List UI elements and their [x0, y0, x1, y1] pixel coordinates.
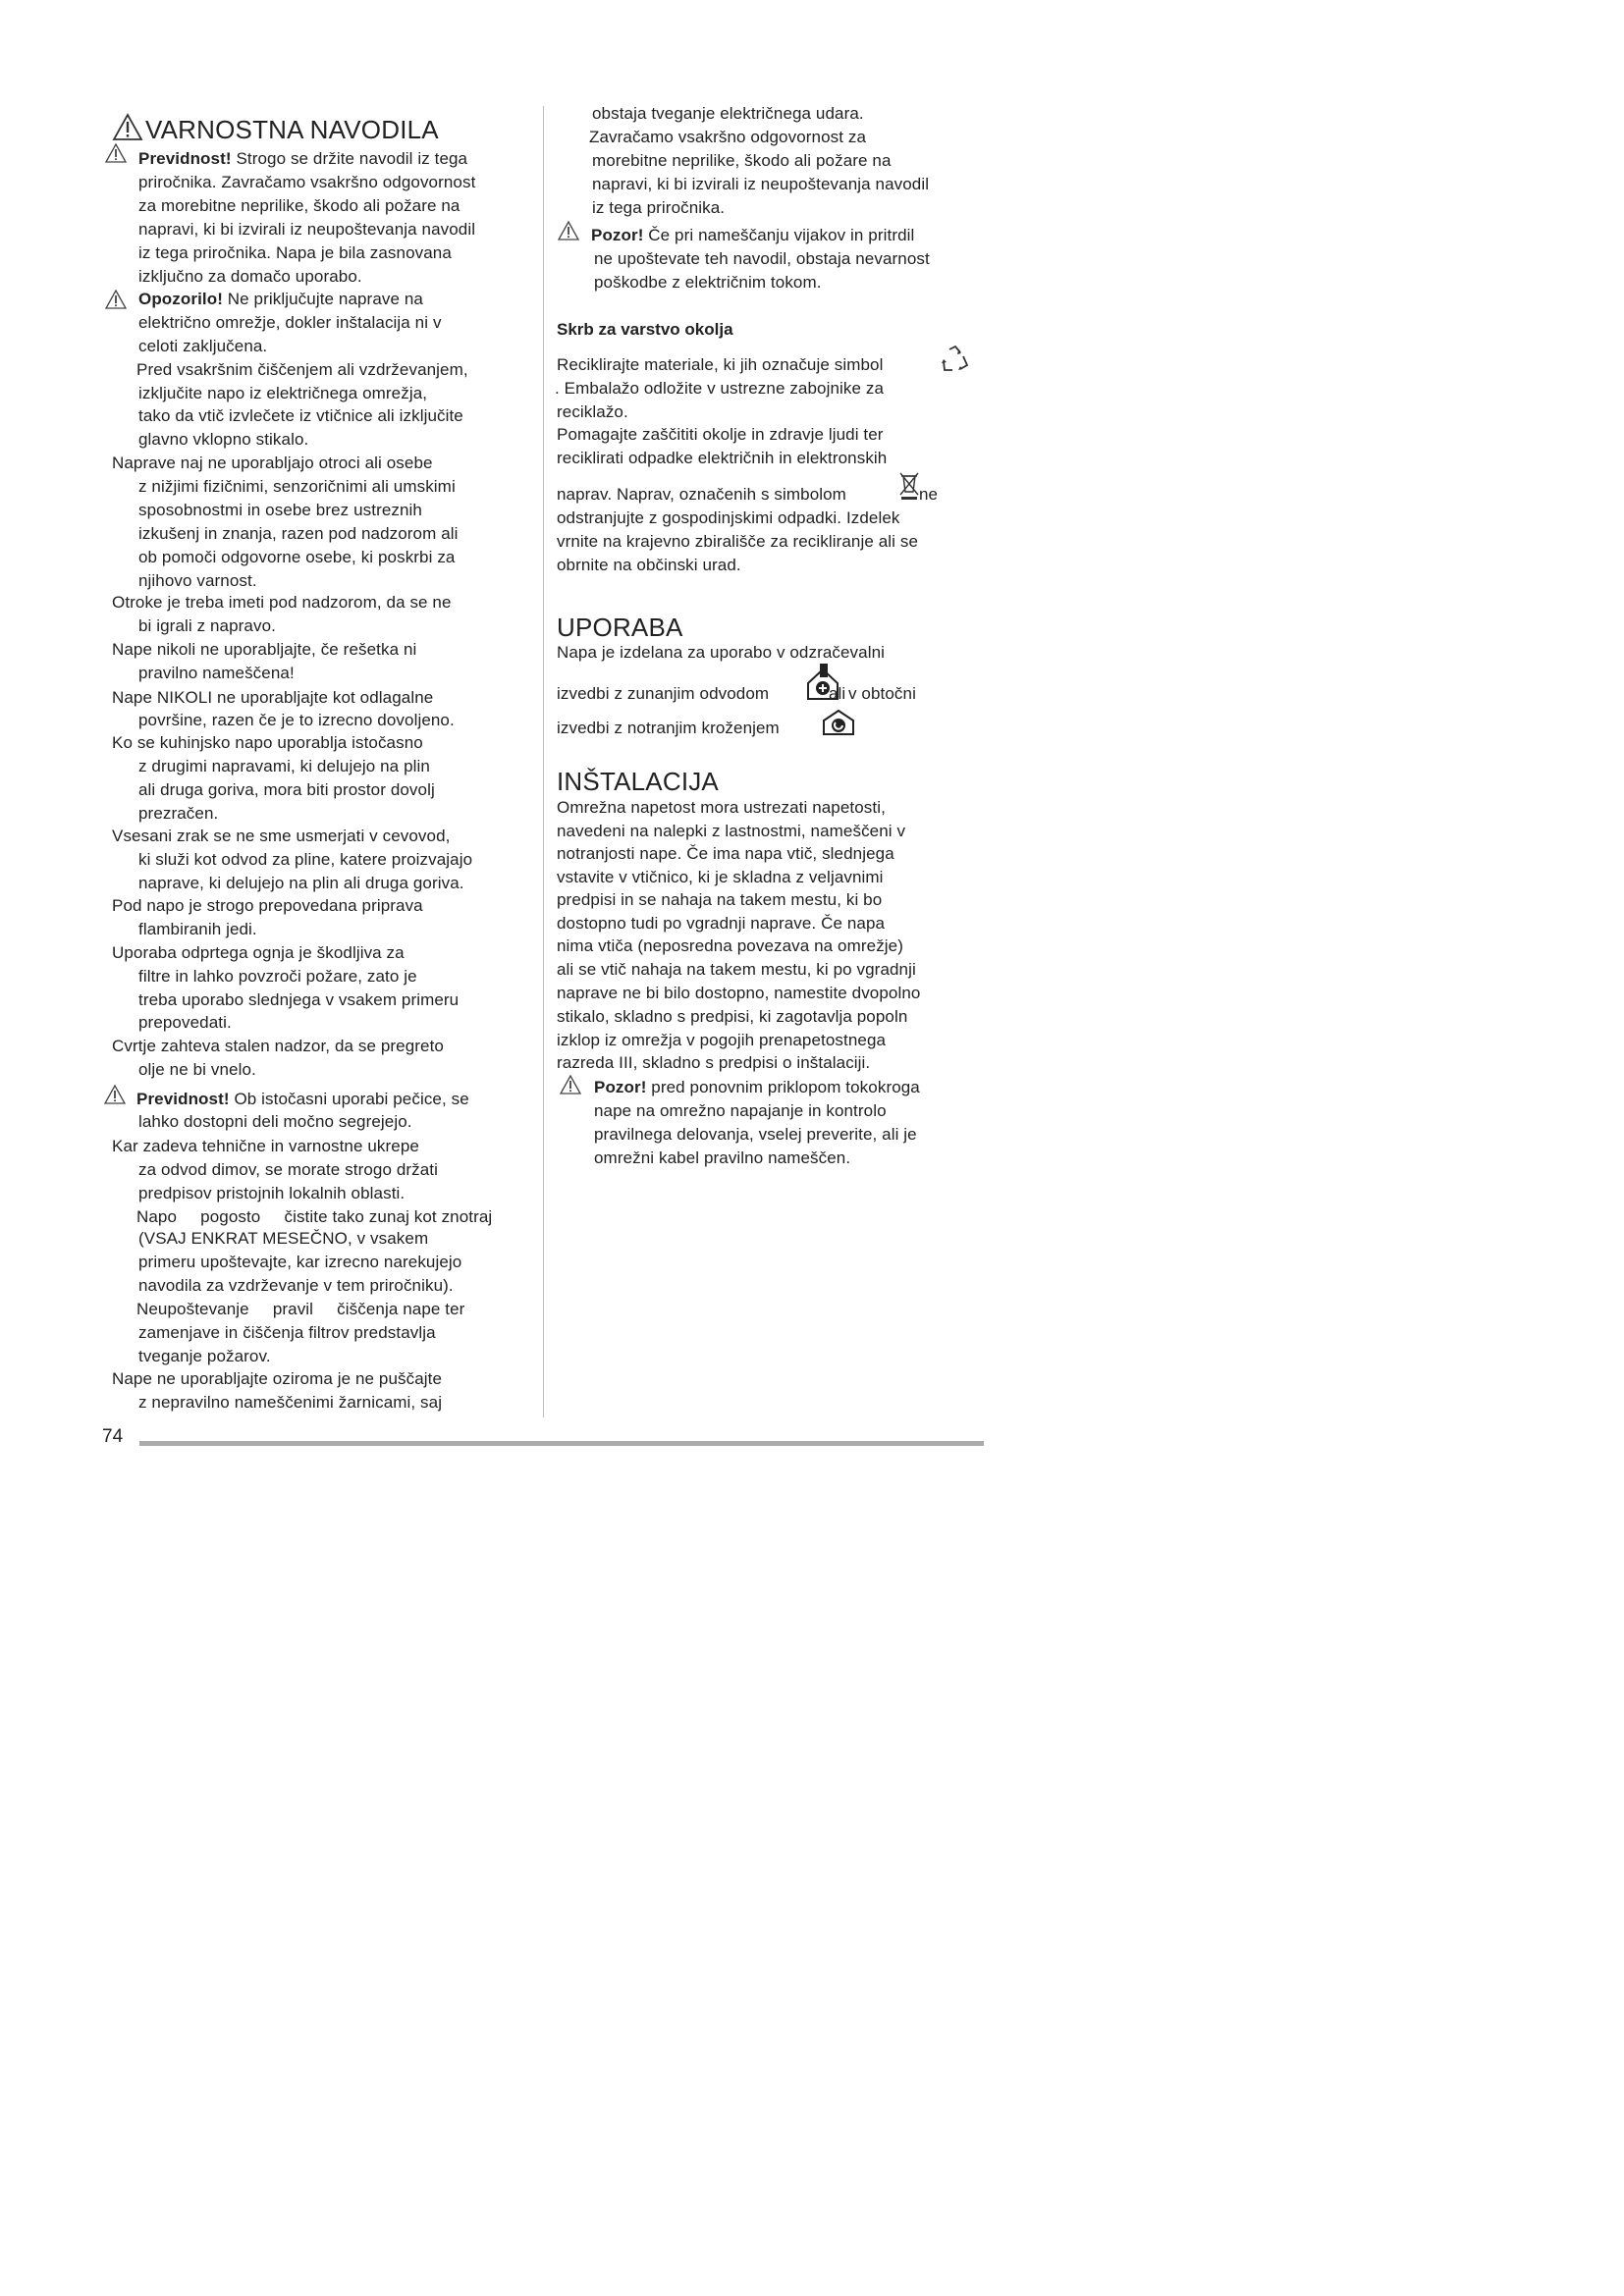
paragraph-line: v obtočni [848, 684, 916, 703]
paragraph-line: Naprave naj ne uporabljajo otroci ali osebe [112, 454, 433, 472]
paragraph-line: reciklirati odpadke električnih in elektronskih [557, 449, 888, 467]
paragraph-line: prezračen. [138, 804, 219, 823]
paragraph-line: treba uporabo slednjega v vsakem primeru [138, 990, 460, 1009]
paragraph-line: vstavite v vtičnico, ki je skladna z veljavnimi [557, 868, 884, 886]
paragraph-line: Ko se kuhinjsko napo uporablja istočasno [112, 733, 423, 752]
warning-icon [557, 220, 580, 241]
section-title-installation: INŠTALACIJA [557, 767, 719, 796]
paragraph-line: Pozor! pred ponovnim priklopom tokokroga [594, 1078, 920, 1096]
paragraph-line: priročnika. Zavračamo vsakršno odgovornost [138, 173, 476, 191]
paragraph-line: iz tega priročnika. [592, 198, 726, 217]
paragraph-line: flambiranih jedi. [138, 920, 257, 938]
paragraph-line: (VSAJ ENKRAT MESEČNO, v vsakem [138, 1229, 429, 1248]
paragraph-line: Napa je izdelana za uporabo v odzračevalni [557, 643, 886, 662]
paragraph-line: Cvrtje zahteva stalen nadzor, da se pregreto [112, 1037, 444, 1055]
paragraph-line: izvedbi z notranjim kroženjem [557, 719, 780, 737]
paragraph-line: Opozorilo! Ne priključujte naprave na [138, 290, 423, 308]
warning-icon [559, 1074, 582, 1095]
paragraph-line: Zavračamo vsakršno odgovornost za [589, 128, 867, 146]
paragraph-line: Uporaba odprtega ognja je škodljiva za [112, 943, 405, 962]
paragraph-line: vrnite na krajevno zbirališče za recikliranje ali se [557, 532, 919, 551]
paragraph-line: izključno za domačo uporabo. [138, 267, 362, 286]
section-title-usage: UPORABA [557, 613, 683, 642]
paragraph-line: obstaja tveganje električnega udara. [592, 104, 864, 123]
paragraph-line: Kar zadeva tehnične in varnostne ukrepe [112, 1137, 419, 1155]
weee-bin-icon [897, 471, 921, 501]
paragraph-line: njihovo varnost. [138, 571, 257, 590]
paragraph-line: tako da vtič izvlečete iz vtičnice ali izključite [138, 406, 463, 425]
paragraph-line: predpisov pristojnih lokalnih oblasti. [138, 1184, 406, 1202]
paragraph-line: nape na omrežno napajanje in kontrolo [594, 1101, 887, 1120]
subsection-title-environment: Skrb za varstvo okolja [557, 320, 733, 339]
paragraph-line: bi igrali z napravo. [138, 616, 276, 635]
paragraph-line: Napo pogosto čistite tako zunaj kot znotraj [136, 1207, 493, 1226]
section-title-safety: VARNOSTNA NAVODILA [145, 115, 439, 144]
paragraph-line: z nepravilno nameščenimi žarnicami, saj [138, 1393, 443, 1412]
paragraph-line: naprave, ki delujejo na plin ali druga goriva. [138, 874, 464, 892]
paragraph-line: napravi, ki bi izvirali iz neupoštevanja navodil [138, 220, 476, 239]
paragraph-line: ne upoštevate teh navodil, obstaja nevarnost [594, 249, 930, 268]
paragraph-line: ne [919, 485, 939, 504]
paragraph-line: Previdnost! Strogo se držite navodil iz tega [138, 149, 468, 168]
paragraph-line: . Embalažo odložite v ustrezne zabojnike za [555, 379, 885, 398]
paragraph-line: Otroke je treba imeti pod nadzorom, da se ne [112, 593, 452, 612]
footer-rule [139, 1441, 984, 1446]
paragraph-line: ali [829, 684, 846, 703]
paragraph-line: Nape NIKOLI ne uporabljajte kot odlagalne [112, 688, 434, 707]
paragraph-line: ob pomoči odgovorne osebe, ki poskrbi za [138, 548, 456, 566]
paragraph-line: površine, razen če je to izrecno dovoljeno. [138, 711, 455, 729]
paragraph-line: predpisi in se nahaja na takem mestu, ki bo [557, 890, 883, 909]
paragraph-line: električno omrežje, dokler inštalacija ni v [138, 313, 442, 332]
paragraph-line: Reciklirajte materiale, ki jih označuje simbol [557, 355, 884, 374]
warning-icon [104, 289, 128, 310]
paragraph-line: navedeni na nalepki z lastnostmi, nameščeni v [557, 822, 906, 840]
paragraph-line: prepovedati. [138, 1013, 232, 1032]
paragraph-line: naprav. Naprav, označenih s simbolom [557, 485, 846, 504]
paragraph-line: poškodbe z električnim tokom. [594, 273, 822, 292]
paragraph-line: pravilno nameščena! [138, 664, 295, 682]
paragraph-line: ki služi kot odvod za pline, katere proizvajajo [138, 850, 473, 869]
paragraph-line: naprave ne bi bilo dostopno, namestite dvopolno [557, 984, 921, 1002]
paragraph-line: dostopno tudi po vgradnji naprave. Če napa [557, 914, 886, 933]
paragraph-line: olje ne bi vnelo. [138, 1060, 256, 1079]
page-number: 74 [102, 1426, 124, 1447]
paragraph-line: razreda III, skladno s predpisi o inštalaciji. [557, 1053, 871, 1072]
recycle-icon [939, 344, 972, 375]
warning-icon [104, 142, 128, 164]
paragraph-line: morebitne neprilike, škodo ali požare na [592, 151, 892, 170]
paragraph-line: glavno vklopno stikalo. [138, 430, 309, 449]
column-divider [543, 106, 544, 1417]
paragraph-line: Nape nikoli ne uporabljajte, če rešetka ni [112, 640, 417, 659]
paragraph-line: stikalo, skladno s predpisi, ki zagotavlja popoln [557, 1007, 908, 1026]
paragraph-line: Pomagajte zaščititi okolje in zdravje ljudi ter [557, 425, 884, 444]
paragraph-line: zamenjave in čiščenja filtrov predstavlja [138, 1323, 436, 1342]
paragraph-line: navodila za vzdrževanje v tem priročniku). [138, 1276, 454, 1295]
paragraph-line: tveganje požarov. [138, 1347, 271, 1365]
paragraph-line: napravi, ki bi izvirali iz neupoštevanja navodil [592, 175, 930, 193]
paragraph-line: ali druga goriva, mora biti prostor dovolj [138, 780, 435, 799]
paragraph-line: primeru upoštevajte, kar izrecno narekujejo [138, 1253, 462, 1271]
paragraph-line: notranjosti nape. Če ima napa vtič, slednjega [557, 844, 894, 863]
paragraph-line: omrežni kabel pravilno nameščen. [594, 1148, 851, 1167]
paragraph-line: izvedbi z zunanjim odvodom [557, 684, 770, 703]
paragraph-line: sposobnostmi in osebe brez ustreznih [138, 501, 422, 519]
paragraph-line: Vsesani zrak se ne sme usmerjati v cevovod, [112, 827, 451, 845]
paragraph-line: za odvod dimov, se morate strogo držati [138, 1160, 439, 1179]
paragraph-line: izključite napo iz električnega omrežja, [138, 384, 428, 402]
paragraph-line: celoti zaključena. [138, 337, 268, 355]
paragraph-line: z drugimi napravami, ki delujejo na plin [138, 757, 430, 775]
paragraph-line: odstranjujte z gospodinjskimi odpadki. Izdelek [557, 508, 900, 527]
recirculation-mode-icon [821, 709, 856, 736]
warning-icon [103, 1084, 127, 1105]
paragraph-line: obrnite na občinski urad. [557, 556, 741, 574]
paragraph-line: ali se vtič nahaja na takem mestu, ki po vgradnji [557, 960, 916, 979]
paragraph-line: z nižjimi fizičnimi, senzoričnimi ali umskimi [138, 477, 456, 496]
paragraph-line: Pozor! Če pri nameščanju vijakov in pritrdil [591, 226, 915, 244]
paragraph-line: Nape ne uporabljajte oziroma je ne puščajte [112, 1369, 443, 1388]
paragraph-line: izklop iz omrežja v pogojih prenapetostnega [557, 1031, 887, 1049]
paragraph-line: iz tega priročnika. Napa je bila zasnovana [138, 243, 452, 262]
paragraph-line: filtre in lahko povzroči požare, zato je [138, 967, 417, 986]
paragraph-line: za morebitne neprilike, škodo ali požare na [138, 196, 460, 215]
paragraph-line: lahko dostopni deli močno segrejejo. [138, 1112, 412, 1131]
paragraph-line: reciklažo. [557, 402, 628, 421]
warning-icon [112, 113, 143, 141]
paragraph-line: Previdnost! Ob istočasni uporabi pečice, se [136, 1090, 469, 1108]
paragraph-line: Neupoštevanje pravil čiščenja nape ter [136, 1300, 465, 1318]
paragraph-line: Pod napo je strogo prepovedana priprava [112, 896, 423, 915]
paragraph-line: nima vtiča (neposredna povezava na omrežje) [557, 936, 903, 955]
paragraph-line: pravilnega delovanja, vselej preverite, ali je [594, 1125, 917, 1144]
paragraph-line: Pred vsakršnim čiščenjem ali vzdrževanjem, [136, 360, 468, 379]
paragraph-line: Omrežna napetost mora ustrezati napetosti, [557, 798, 886, 817]
paragraph-line: izkušenj in znanja, razen pod nadzorom ali [138, 524, 459, 543]
